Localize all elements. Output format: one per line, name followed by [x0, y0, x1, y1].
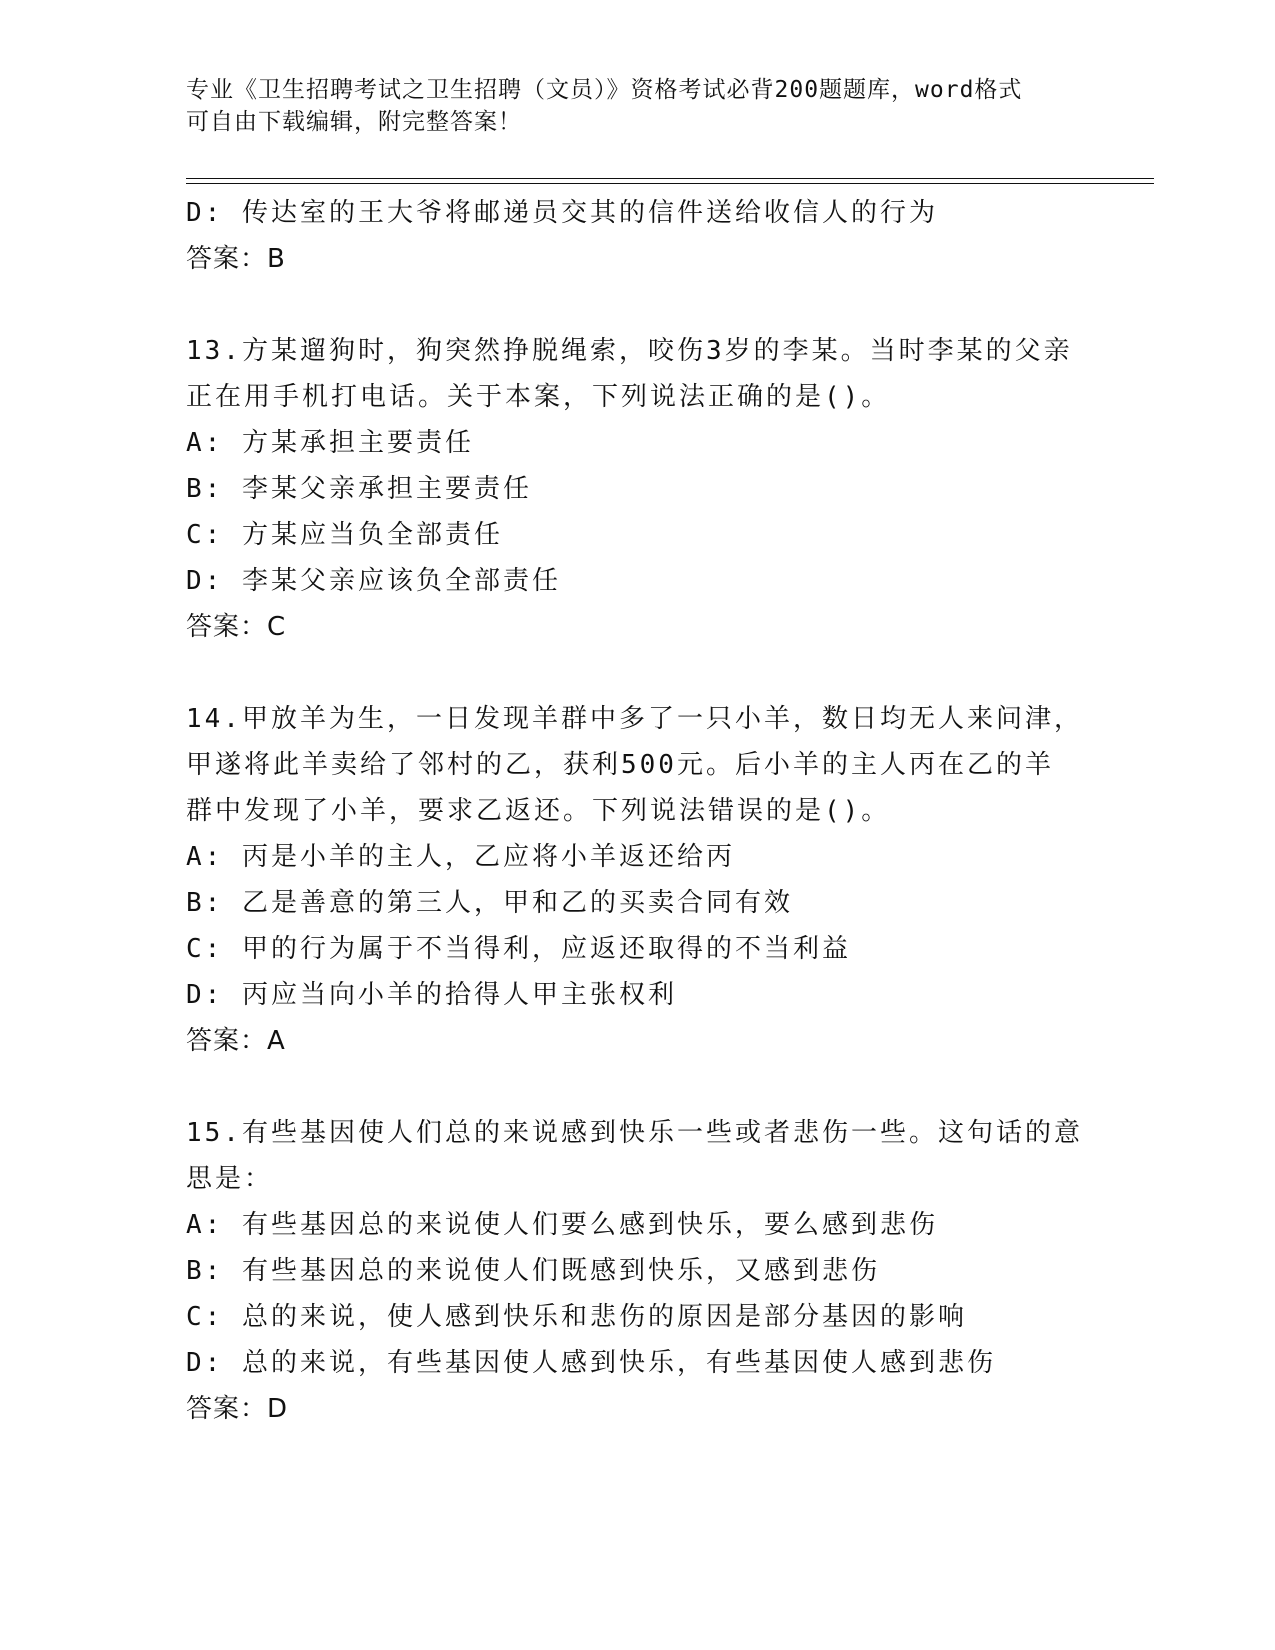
option-d: D: 总的来说，有些基因使人感到快乐，有些基因使人感到悲伤 [186, 1348, 996, 1378]
option-c: C: 甲的行为属于不当得利，应返还取得的不当利益 [186, 934, 851, 964]
option-a: A: 有些基因总的来说使人们要么感到快乐，要么感到悲伤 [186, 1210, 938, 1240]
question-stem [186, 1110, 1083, 1202]
option-a: A: 丙是小羊的主人，乙应将小羊返还给丙 [186, 842, 735, 872]
answer-line: 答案：D [186, 1394, 289, 1424]
option-b: B: 乙是善意的第三人，甲和乙的买卖合同有效 [186, 888, 793, 918]
stem-line: 群中发现了小羊，要求乙返还。下列说法错误的是()。 [186, 796, 891, 826]
answer-line: 答案：A [186, 1026, 286, 1056]
question-14 [186, 696, 1086, 1064]
option-b: B: 李某父亲承担主要责任 [186, 474, 532, 504]
option-d: D: 李某父亲应该负全部责任 [186, 566, 561, 596]
header-title-line-1: 专业《卫生招聘考试之卫生招聘（文员）》资格考试必背200题题库，word格式 [186, 77, 1023, 103]
stem-line: 15.有些基因使人们总的来说感到快乐一些或者悲伤一些。这句话的意 [186, 1118, 1083, 1148]
header-title-line-2: 可自由下载编辑，附完整答案！ [186, 109, 522, 135]
stem-line: 14.甲放羊为生，一日发现羊群中多了一只小羊，数日均无人来问津， [186, 704, 1083, 734]
header-divider-top [186, 178, 1154, 179]
stem-line: 甲遂将此羊卖给了邻村的乙，获利500元。后小羊的主人丙在乙的羊 [186, 750, 1054, 780]
page-header [186, 74, 1086, 138]
header-divider-bottom [186, 183, 1154, 184]
option-c: C: 总的来说，使人感到快乐和悲伤的原因是部分基因的影响 [186, 1302, 967, 1332]
question-13 [186, 328, 1086, 650]
answer-line: 答案：C [186, 612, 287, 642]
option-b: B: 有些基因总的来说使人们既感到快乐，又感到悲伤 [186, 1256, 880, 1286]
option-a: A: 方某承担主要责任 [186, 428, 474, 458]
question-stem [186, 696, 1083, 834]
question-list [186, 190, 1086, 1432]
option-d: D: 丙应当向小羊的拾得人甲主张权利 [186, 980, 677, 1010]
option-d: D: 传达室的王大爷将邮递员交其的信件送给收信人的行为 [186, 198, 938, 228]
previous-question-tail [186, 190, 1086, 282]
answer-line: 答案：B [186, 244, 286, 274]
option-c: C: 方某应当负全部责任 [186, 520, 503, 550]
stem-line: 正在用手机打电话。关于本案，下列说法正确的是()。 [186, 382, 891, 412]
question-stem [186, 328, 1073, 420]
stem-line: 13.方某遛狗时，狗突然挣脱绳索，咬伤3岁的李某。当时李某的父亲 [186, 336, 1073, 366]
stem-line: 思是： [186, 1164, 274, 1194]
question-15 [186, 1110, 1086, 1432]
